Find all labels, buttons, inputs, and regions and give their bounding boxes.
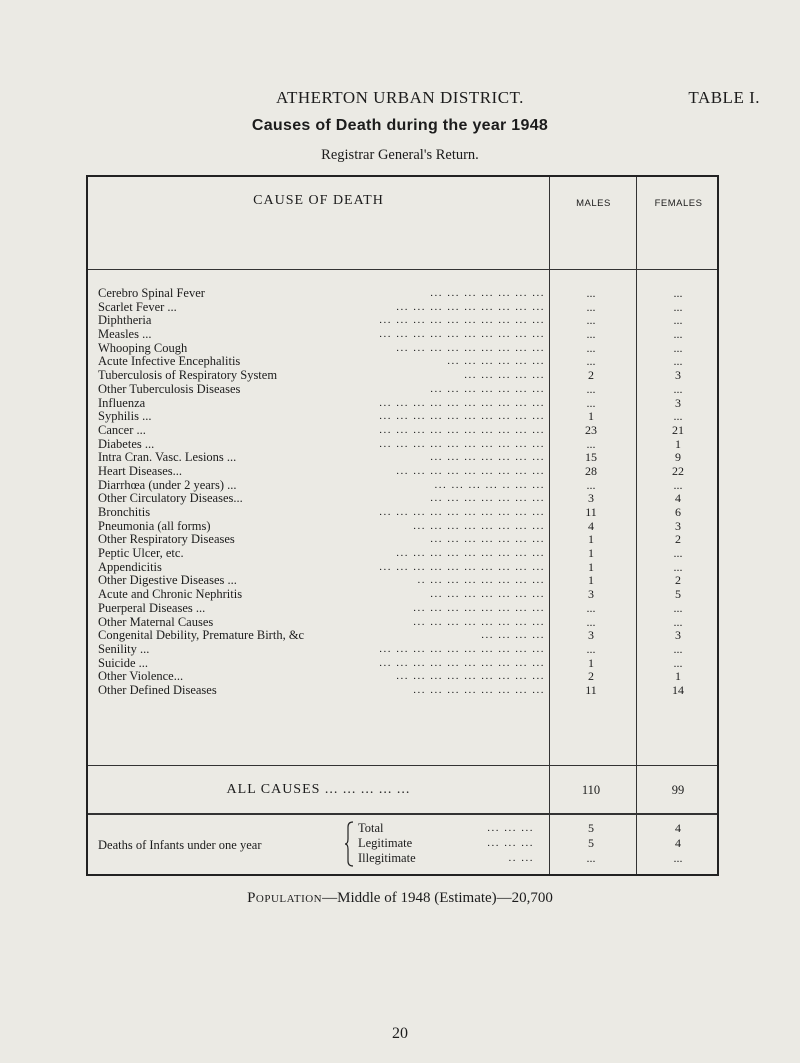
females-count: ... (673, 409, 683, 424)
all-causes-bottom-divider (88, 813, 717, 815)
causes-of-death-table (86, 175, 719, 876)
table-row (88, 547, 717, 561)
header-divider (88, 269, 717, 270)
infant-row (358, 851, 683, 866)
table-row (88, 383, 717, 397)
cause-label: Diarrhœa (under 2 years) ... (98, 477, 237, 492)
cause-label: Heart Diseases... (98, 463, 182, 478)
females-count: 9 (675, 450, 681, 465)
infant-deaths-section (88, 821, 717, 871)
all-causes-label: ALL CAUSES ... ... ... ... ... (226, 782, 411, 797)
cause-label: Tuberculosis of Respiratory System (98, 368, 278, 383)
females-count: ... (673, 655, 683, 670)
males-count: 3 (588, 628, 594, 643)
cause-label: Other Respiratory Diseases (98, 532, 235, 547)
infant-females-count: ... (673, 851, 683, 865)
page-header (0, 88, 800, 118)
cause-label: Suicide ... (98, 655, 148, 670)
table-row (88, 670, 717, 684)
column-header-cause: CAUSE OF DEATH (253, 193, 384, 208)
males-count: 11 (585, 505, 597, 519)
females-count: ... (673, 559, 683, 574)
table-row (88, 574, 717, 588)
cause-label: Peptic Ulcer, etc. (98, 546, 184, 561)
table-body (88, 287, 717, 698)
males-count: 2 (588, 669, 594, 684)
leader-dots: ... ... ... ... ... ... ... (430, 533, 545, 546)
males-count: ... (586, 354, 596, 369)
cause-label: Other Circulatory Diseases... (98, 491, 243, 506)
cause-label: Pneumonia (all forms) (98, 518, 211, 533)
females-count: ... (673, 299, 683, 314)
leader-dots: ... ... ... ... ... ... ... ... ... ... (379, 328, 545, 341)
males-count: 23 (585, 422, 597, 437)
column-header-females: FEMALES (654, 198, 703, 209)
females-count: 2 (675, 573, 681, 588)
infant-females-count: 4 (675, 836, 681, 850)
males-count: ... (586, 381, 596, 396)
page-title: Causes of Death during the year 1948 (251, 117, 549, 134)
cause-label: Puerperal Diseases ... (98, 600, 206, 615)
leader-dots: ... ... ... ... ... ... (447, 355, 545, 368)
females-count: 1 (675, 669, 681, 684)
brace-icon (345, 821, 355, 867)
males-count: 1 (588, 559, 594, 574)
leader-dots: ... ... ... ... ... ... ... ... ... (396, 464, 545, 477)
cause-label: Intra Cran. Vasc. Lesions ... (98, 450, 237, 465)
males-count: 1 (588, 532, 594, 547)
females-count: 14 (672, 682, 684, 697)
table-row (88, 657, 717, 671)
table-row (88, 465, 717, 479)
cause-label: Other Violence... (98, 669, 184, 684)
females-count: ... (673, 614, 683, 629)
table-row (88, 520, 717, 534)
cause-label: Other Tuberculosis Diseases (98, 381, 241, 396)
table-row (88, 328, 717, 342)
cause-label: Scarlet Fever ... (98, 299, 177, 314)
table-row (88, 479, 717, 493)
males-count: 1 (588, 573, 594, 588)
males-count: 4 (588, 518, 594, 533)
district-heading: ATHERTON URBAN DISTRICT. (276, 88, 524, 107)
page-number: 20 (392, 1025, 408, 1042)
females-count: ... (673, 381, 683, 396)
cause-label: Other Maternal Causes (98, 614, 214, 629)
leader-dots: ... ... ... ... ... ... ... ... ... ... (379, 506, 545, 518)
females-count: 3 (675, 395, 681, 410)
table-row (88, 602, 717, 616)
males-count: ... (586, 313, 596, 328)
leader-dots: ... ... ... ... ... ... ... (430, 492, 545, 505)
infant-row-label: Illegitimate (358, 851, 416, 865)
cause-label: Influenza (98, 395, 146, 410)
cause-label: Whooping Cough (98, 340, 188, 355)
column-header-males: MALES (576, 198, 611, 209)
cause-label: Acute Infective Encephalitis (98, 354, 241, 369)
table-row (88, 424, 717, 438)
infant-row (358, 821, 681, 836)
males-count: ... (586, 395, 596, 410)
leader-dots: ... ... ... ... ... ... ... ... ... ... (379, 437, 545, 450)
leader-dots: ... ... ... ... ... ... ... (430, 382, 545, 395)
table-row (88, 506, 717, 520)
infant-males-count: 5 (588, 821, 594, 835)
leader-dots: ... ... ... ... ... ... ... ... ... (396, 300, 545, 313)
leader-dots: ... ... ... ... ... ... ... (430, 588, 545, 601)
table-row (88, 314, 717, 328)
females-count: 3 (675, 368, 681, 383)
leader-dots: .. ... (508, 852, 534, 864)
leader-dots: ... ... ... ... ... ... ... ... ... ... (379, 410, 545, 423)
leader-dots: ... ... ... ... ... ... ... ... ... ... (379, 423, 545, 436)
leader-dots: ... ... ... (487, 822, 534, 834)
females-count: 21 (672, 422, 684, 437)
leader-dots: ... ... ... ... ... ... ... ... ... (396, 547, 545, 560)
cause-label: Bronchitis (98, 505, 151, 519)
leader-dots: ... ... ... ... ... ... ... ... (413, 683, 545, 696)
table-row (88, 616, 717, 630)
cause-label: Other Defined Diseases (98, 682, 217, 697)
infant-row (358, 836, 681, 851)
females-count: 4 (675, 491, 681, 506)
females-count: 22 (672, 463, 684, 478)
population-label: Population (247, 890, 323, 906)
males-count: ... (586, 641, 596, 656)
leader-dots: ... ... ... ... (481, 629, 545, 642)
table-row (88, 451, 717, 465)
females-count: 3 (675, 628, 681, 643)
leader-dots: ... ... ... ... ... ... ... ... ... ... (379, 396, 545, 409)
males-count: ... (586, 340, 596, 355)
leader-dots: ... ... ... ... ... ... ... ... ... ... (379, 560, 545, 573)
leader-dots: ... ... ... ... ... ... ... ... (413, 519, 545, 532)
leader-dots: ... ... ... ... ... ... ... ... ... ... (379, 314, 545, 327)
table-row (88, 397, 717, 411)
males-count: ... (586, 327, 596, 342)
cause-label: Senility ... (98, 641, 150, 656)
males-count: ... (586, 600, 596, 615)
males-count: ... (586, 286, 596, 300)
table-row (88, 369, 717, 383)
males-count: 28 (585, 463, 597, 478)
population-value: —Middle of 1948 (Estimate)—20,700 (322, 890, 553, 906)
cause-label: Appendicitis (98, 559, 162, 574)
leader-dots: ... ... ... ... .. ... ... (434, 478, 545, 491)
table-row (88, 410, 717, 424)
all-causes-row (88, 781, 717, 799)
females-count: ... (673, 340, 683, 355)
leader-dots: ... ... ... ... ... ... ... ... ... (396, 670, 545, 683)
table-row (88, 287, 717, 301)
cause-label: Measles ... (98, 327, 152, 342)
table-row (88, 643, 717, 657)
leader-dots: ... ... ... ... ... ... ... ... ... (396, 341, 545, 354)
table-row (88, 342, 717, 356)
males-count: 2 (588, 368, 594, 383)
males-count: 3 (588, 587, 594, 602)
leader-dots: ... ... ... ... ... ... ... ... (413, 601, 545, 614)
leader-dots: ... ... ... ... ... ... ... ... (413, 615, 545, 628)
males-count: 1 (588, 409, 594, 424)
leader-dots: ... ... ... ... ... ... ... (430, 287, 545, 299)
females-count: 3 (675, 518, 681, 533)
infant-row-label: Legitimate (358, 836, 413, 850)
females-count: ... (673, 286, 683, 300)
females-count: 6 (675, 505, 681, 519)
males-count: 1 (588, 655, 594, 670)
table-row (88, 438, 717, 452)
females-count: ... (673, 641, 683, 656)
infant-males-count: 5 (588, 836, 594, 850)
males-count: 1 (588, 546, 594, 561)
cause-label: Syphilis ... (98, 409, 152, 424)
males-count: ... (586, 436, 596, 451)
all-causes-males: 110 (581, 783, 601, 797)
cause-label: Congenital Debility, Premature Birth, &c (98, 628, 305, 643)
females-count: 5 (675, 587, 681, 602)
leader-dots: ... ... ... ... ... ... ... (430, 451, 545, 464)
females-count: 1 (675, 436, 681, 451)
infant-deaths-label: Deaths of Infants under one year (98, 838, 262, 852)
males-count: ... (586, 299, 596, 314)
females-count: 2 (675, 532, 681, 547)
all-causes-females: 99 (671, 783, 685, 797)
table-row (88, 684, 717, 698)
all-causes-top-divider (88, 765, 717, 766)
cause-label: Diabetes ... (98, 436, 155, 451)
females-count: ... (673, 313, 683, 328)
leader-dots: .. ... ... ... ... ... ... ... (417, 574, 545, 587)
page-subtitle: Registrar General's Return. (321, 147, 479, 163)
infant-females-count: 4 (675, 821, 681, 835)
females-count: ... (673, 546, 683, 561)
table-row (88, 561, 717, 575)
table-row (88, 629, 717, 643)
table-row (88, 588, 717, 602)
cause-label: Diphtheria (98, 313, 152, 328)
males-count: 15 (585, 450, 597, 465)
males-count: 3 (588, 491, 594, 506)
table-row (88, 301, 717, 315)
table-row (88, 355, 717, 369)
cause-label: Cancer ... (98, 422, 146, 437)
females-count: ... (673, 327, 683, 342)
infant-row-label: Total (358, 821, 384, 835)
leader-dots: ... ... ... ... ... ... ... ... ... ... (379, 642, 545, 655)
females-count: ... (673, 354, 683, 369)
infant-males-count: ... (586, 851, 596, 865)
leader-dots: ... ... ... (487, 837, 534, 849)
females-count: ... (673, 477, 683, 492)
population-note (0, 890, 800, 907)
leader-dots: ... ... ... ... ... ... ... ... ... ... (379, 656, 545, 669)
males-count: ... (586, 614, 596, 629)
males-count: ... (586, 477, 596, 492)
cause-label: Cerebro Spinal Fever (98, 286, 205, 300)
cause-label: Acute and Chronic Nephritis (98, 587, 243, 602)
cause-label: Other Digestive Diseases ... (98, 573, 237, 588)
table-row (88, 533, 717, 547)
females-count: ... (673, 600, 683, 615)
table-row (88, 492, 717, 506)
table-number: TABLE I. (688, 88, 760, 107)
males-count: 11 (585, 682, 597, 697)
leader-dots: ... ... ... ... ... (464, 369, 545, 382)
